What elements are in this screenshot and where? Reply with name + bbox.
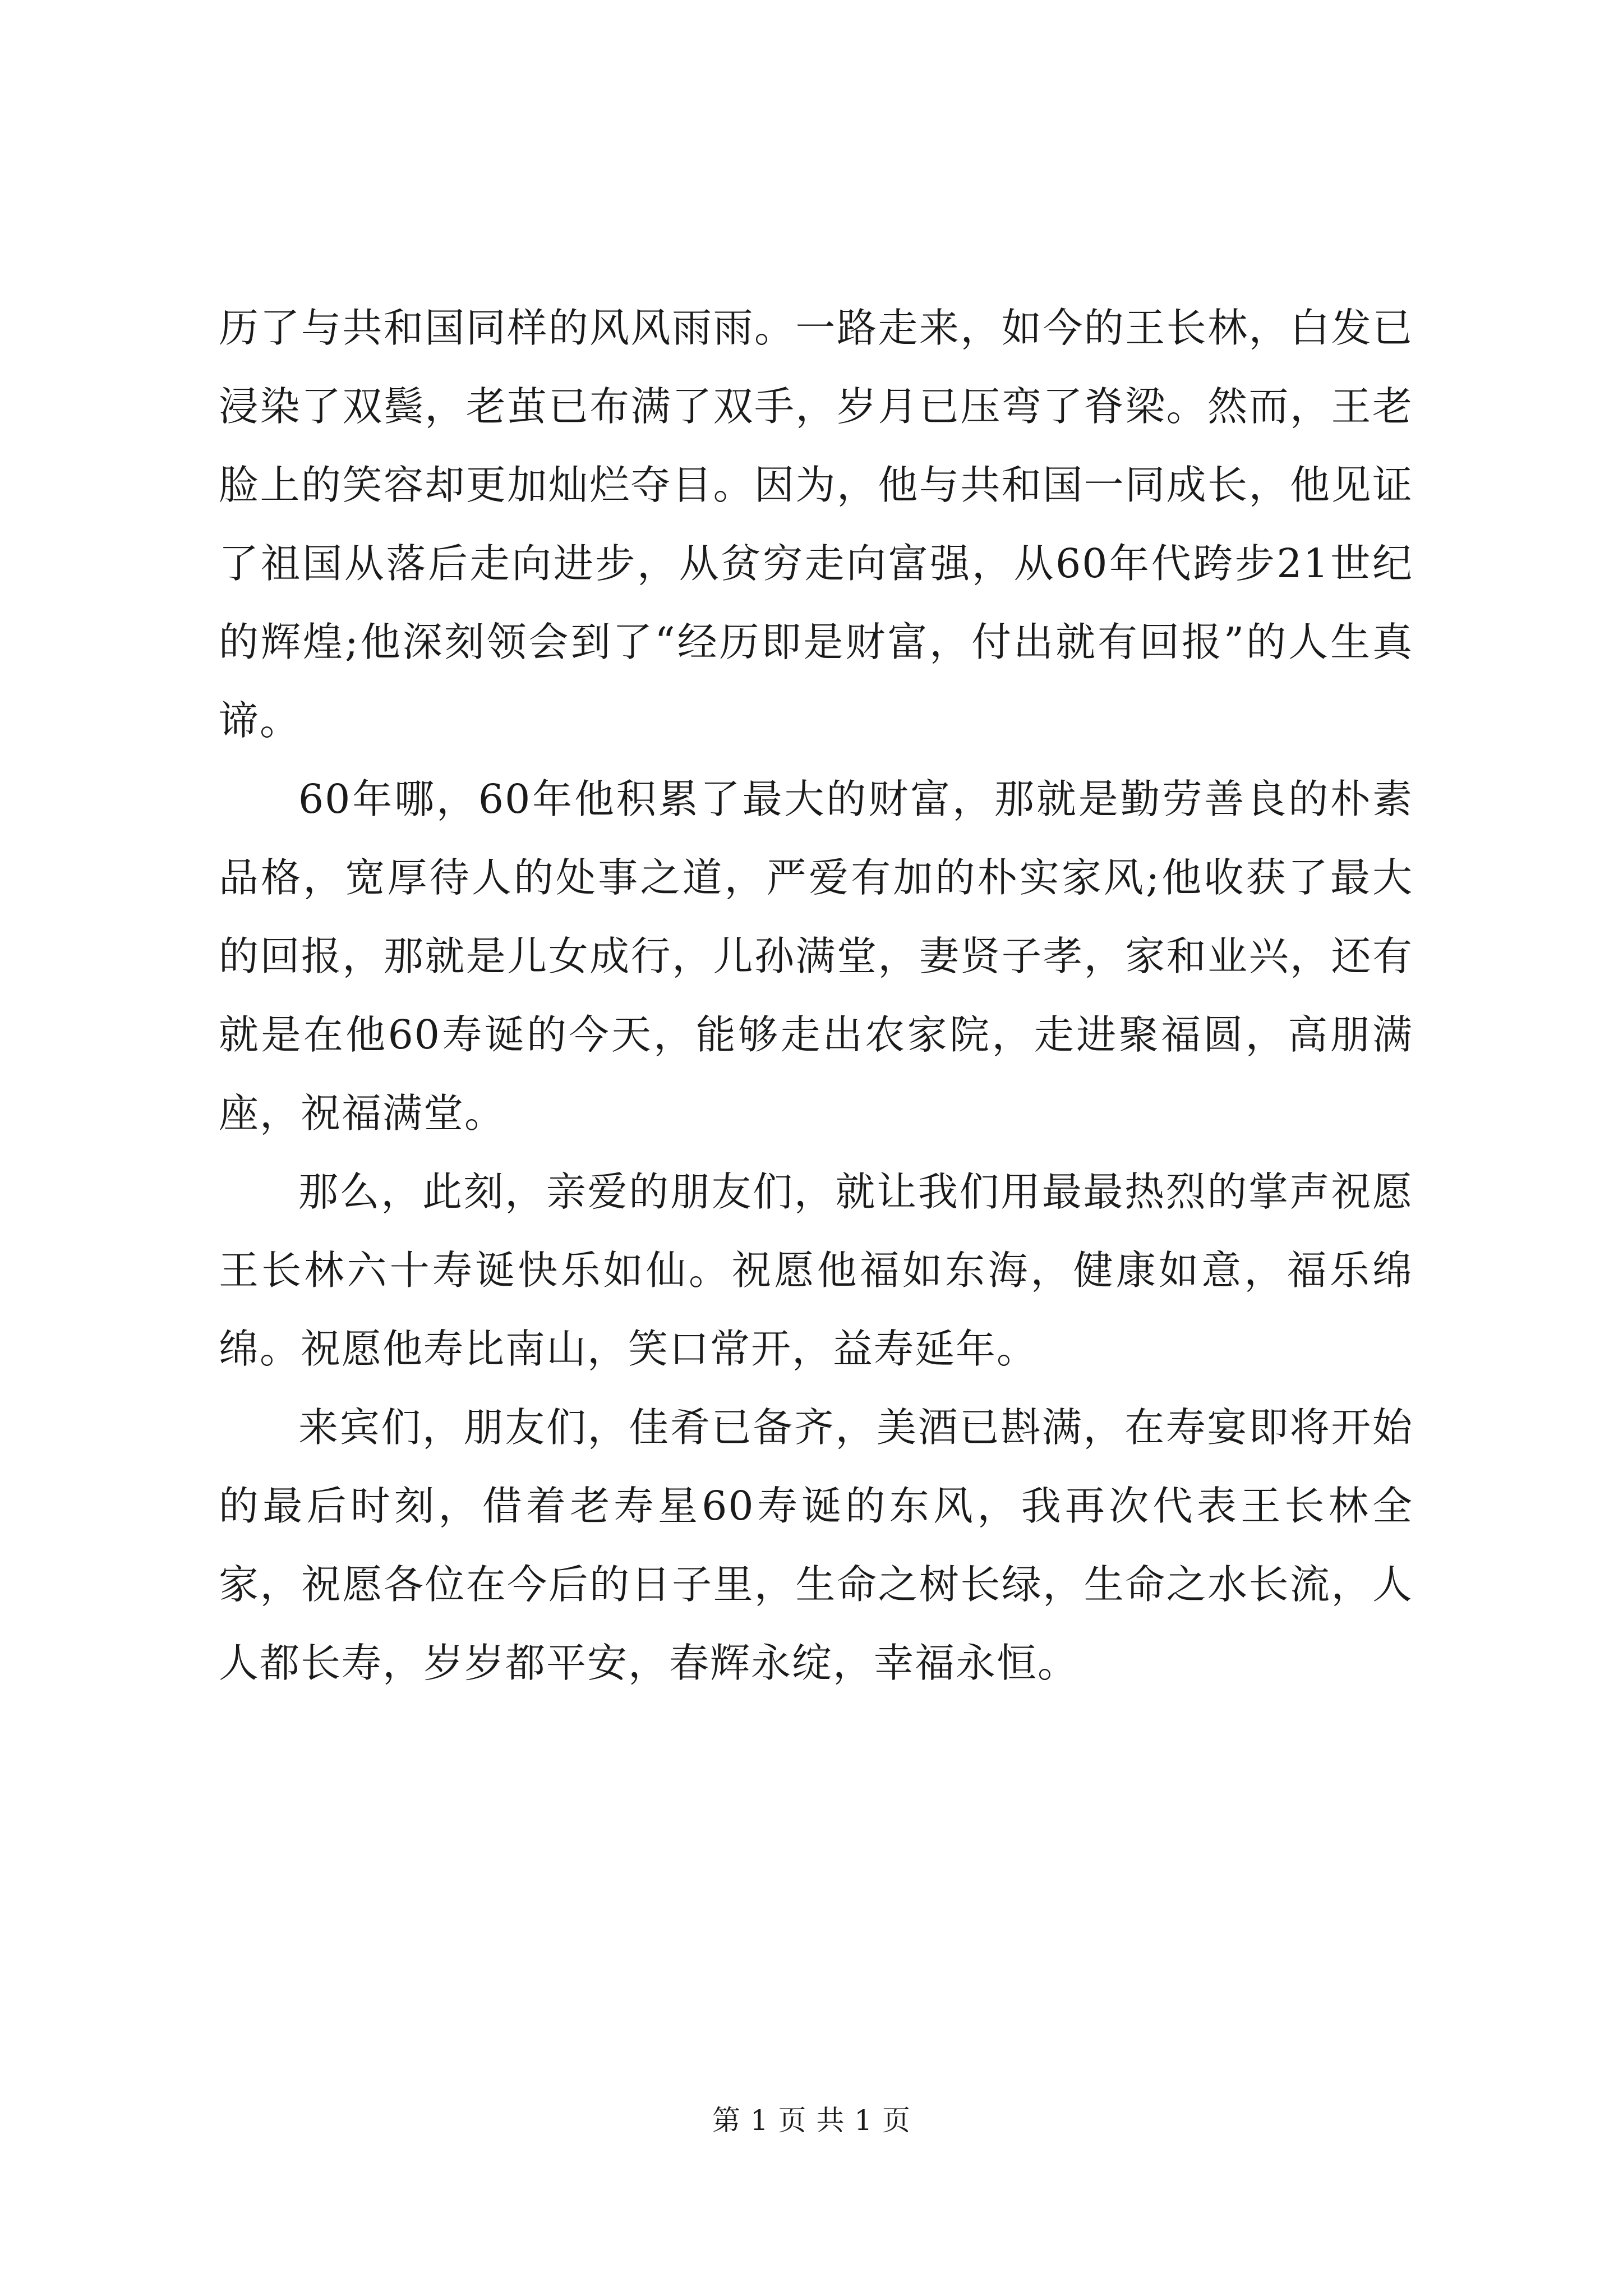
paragraph-4: 来宾们，朋友们，佳肴已备齐，美酒已斟满，在寿宴即将开始的最后时刻，借着老寿星60寿诞的东风，我再次代表王长林全家，祝愿各位在今后的日子里，生命之树长绿，生命之水长流，人人都长寿，岁岁都平安，春辉永绽，幸福永恒。 [219, 1404, 1413, 1686]
paragraph-1: 历了与共和国同样的风风雨雨。一路走来，如今的王长林，白发已浸染了双鬓，老茧已布满了双手，岁月已压弯了脊梁。然而，王老脸上的笑容却更加灿烂夺目。因为，他与共和国一同成长，他见证了祖国从落后走向进步，从贫穷走向富强，从60年代跨步21世纪的辉煌;他深刻领会到了“经历即是财富，付出就有回报”的人生真谛。 [219, 305, 1413, 744]
page-footer: 第 1 页 共 1 页 [712, 2104, 911, 2137]
paragraph-2: 60年哪，60年他积累了最大的财富，那就是勤劳善良的朴素品格，宽厚待人的处事之道，严爱有加的朴实家风;他收获了最大的回报，那就是儿女成行，儿孙满堂，妻贤子孝，家和业兴，还有就是在他60寿诞的今天，能够走出农家院，走进聚福圆，高朋满座，祝福满堂。 [219, 776, 1413, 1137]
paragraph-3: 那么，此刻，亲爱的朋友们，就让我们用最最热烈的掌声祝愿王长林六十寿诞快乐如仙。祝愿他福如东海，健康如意，福乐绵绵。祝愿他寿比南山，笑口常开，益寿延年。 [219, 1168, 1413, 1372]
document-body [219, 289, 1413, 1703]
